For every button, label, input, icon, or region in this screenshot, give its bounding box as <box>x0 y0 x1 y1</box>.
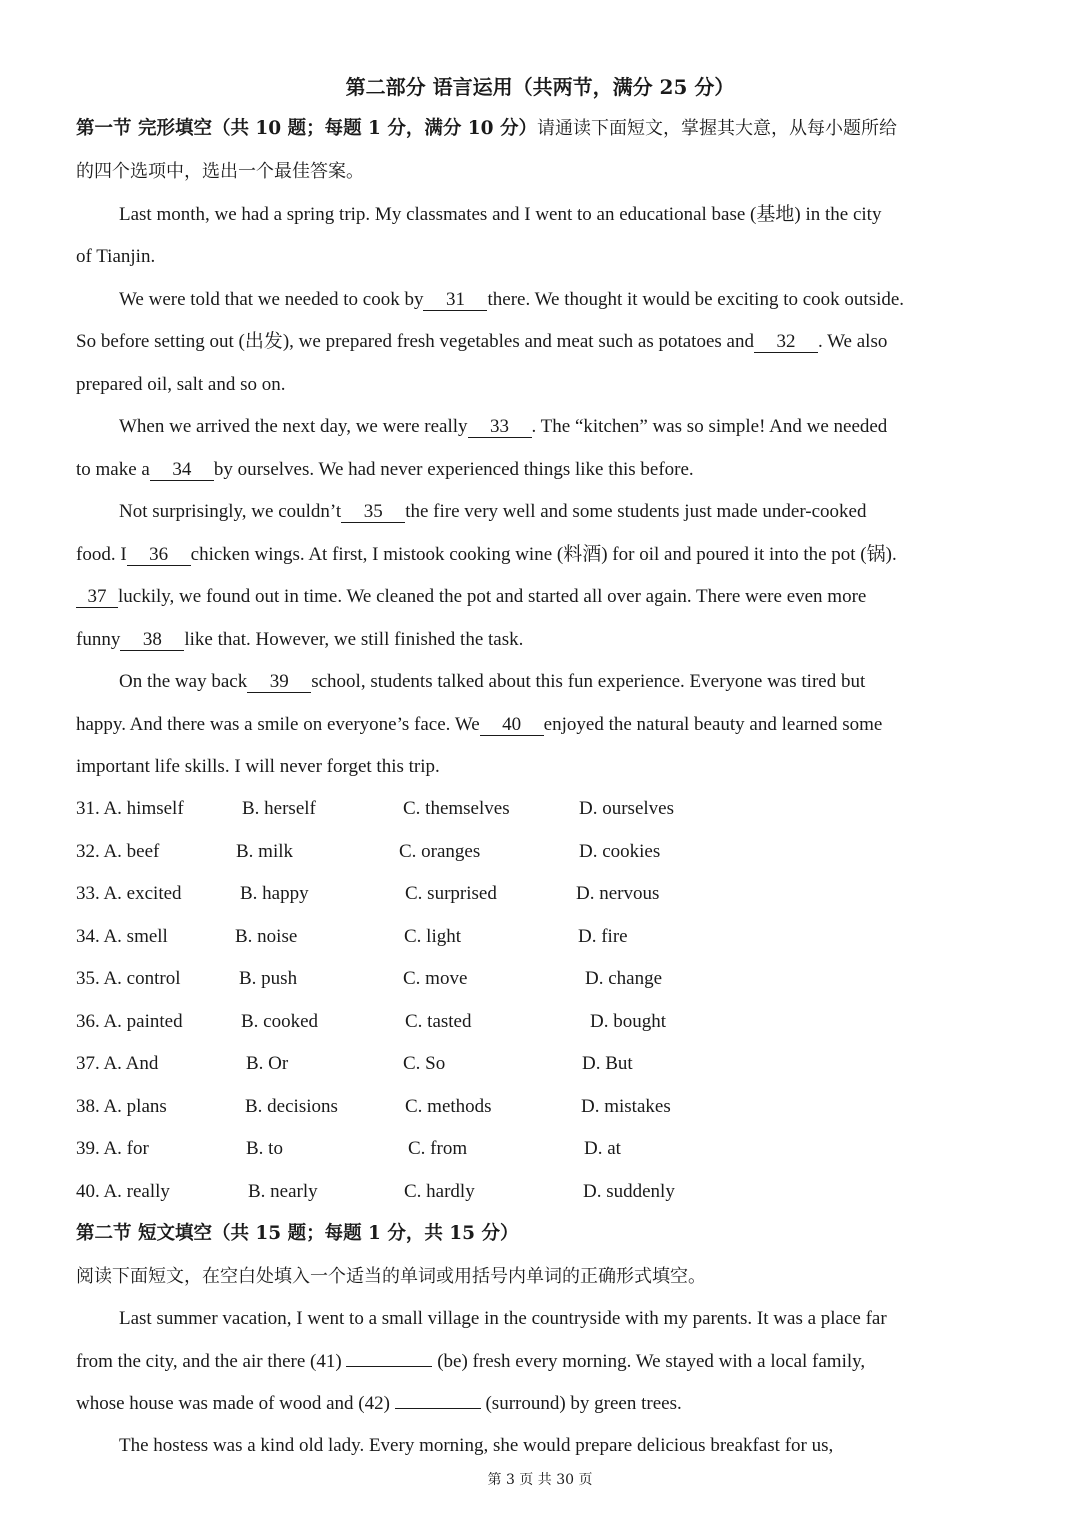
text: to make a <box>76 459 150 480</box>
passage1-line: Last month, we had a spring trip. My classmates and I went to an educational base (基地) in the city <box>119 204 882 225</box>
option-d: D. bought <box>590 1011 666 1032</box>
option-d: D. suddenly <box>583 1181 675 1202</box>
option-b: B. push <box>239 968 298 989</box>
text: So before setting out (出发), we prepared fresh vegetables and meat such as potatoes and <box>76 331 754 352</box>
option-row <box>76 797 776 821</box>
text: When we arrived the next day, we were really <box>119 416 468 437</box>
text: luckily, we found out in time. We cleaned the pot and started all over again. There were even more <box>118 586 867 607</box>
passage2-line <box>76 1350 1016 1374</box>
section2-instruction: 阅读下面短文，在空白处填入一个适当的单词或用括号内单词的正确形式填空。 <box>76 1266 706 1287</box>
option-a: 37. A. And <box>76 1053 159 1074</box>
passage1-line: prepared oil, salt and so on. <box>76 374 286 395</box>
passage1-line <box>76 330 1016 354</box>
option-b: B. happy <box>240 883 309 904</box>
option-b: B. noise <box>235 926 298 947</box>
option-row <box>76 967 776 991</box>
blank-36: 36 <box>127 544 191 566</box>
text: happy. And there was a smile on everyone’s face. We <box>76 714 480 735</box>
option-b: B. nearly <box>248 1181 318 1202</box>
text: by ourselves. We had never experienced things like this before. <box>213 459 694 480</box>
text: We were told that we needed to cook by <box>119 289 424 310</box>
blank-40: 40 <box>480 714 544 736</box>
text: school, students talked about this fun experience. Everyone was tired but <box>311 671 866 692</box>
option-d: D. mistakes <box>581 1096 671 1117</box>
blank-35: 35 <box>341 501 405 523</box>
blank-37: 37 <box>76 586 118 608</box>
option-c: C. So <box>403 1053 446 1074</box>
passage1-line <box>119 415 1016 439</box>
text: funny <box>76 629 121 650</box>
option-d: D. change <box>585 968 663 989</box>
passage1-line <box>76 585 1016 609</box>
option-a: 32. A. beef <box>76 841 160 862</box>
text: from the city, and the air there (41) <box>76 1351 342 1372</box>
option-a: 38. A. plans <box>76 1096 167 1117</box>
option-d: D. cookies <box>579 841 661 862</box>
blank-33: 33 <box>468 416 532 438</box>
passage1-line <box>119 500 1016 524</box>
section1-header <box>76 117 1016 141</box>
text: the fire very well and some students just made under-cooked <box>405 501 867 522</box>
option-b: B. to <box>246 1138 283 1159</box>
passage2-line: The hostess was a kind old lady. Every morning, she would prepare delicious breakfast for us, <box>119 1435 834 1456</box>
option-row <box>76 1052 776 1076</box>
blank-38: 38 <box>120 629 184 651</box>
passage1-line <box>76 458 1016 482</box>
blank-34: 34 <box>150 459 214 481</box>
passage1-line <box>76 543 1016 567</box>
option-b: B. cooked <box>241 1011 319 1032</box>
option-c: C. hardly <box>404 1181 475 1202</box>
option-a: 40. A. really <box>76 1181 170 1202</box>
text: (be) fresh every morning. We stayed with a local family, <box>437 1351 866 1372</box>
option-c: C. from <box>408 1138 468 1159</box>
part-heading: 第二部分 语言运用（共两节，满分 25 分） <box>345 75 735 99</box>
option-row <box>76 1095 776 1119</box>
section1-instruction: 请通读下面短文，掌握其大意，从每小题所给 <box>536 118 897 139</box>
passage2-line <box>76 1392 1016 1416</box>
option-row <box>76 1180 776 1204</box>
text: there. We thought it would be exciting to cook outside. <box>487 289 905 310</box>
option-a: 39. A. for <box>76 1138 149 1159</box>
text: Not surprisingly, we couldn’t <box>119 501 342 522</box>
option-c: C. themselves <box>403 798 510 819</box>
option-a: 33. A. excited <box>76 883 182 904</box>
option-c: C. methods <box>405 1096 492 1117</box>
blank-42 <box>395 1408 481 1409</box>
text: On the way back <box>119 671 248 692</box>
option-row <box>76 925 776 949</box>
option-b: B. herself <box>242 798 316 819</box>
option-row <box>76 882 776 906</box>
passage1-line <box>119 670 1016 694</box>
option-c: C. light <box>404 926 462 947</box>
option-b: B. Or <box>246 1053 289 1074</box>
text: like that. However, we still finished the task. <box>184 629 524 650</box>
option-c: C. oranges <box>399 841 481 862</box>
passage1-line: important life skills. I will never forget this trip. <box>76 756 440 777</box>
option-d: D. fire <box>578 926 628 947</box>
section1-instruction-cont: 的四个选项中，选出一个最佳答案。 <box>76 161 364 182</box>
text: . We also <box>817 331 888 352</box>
option-a: 34. A. smell <box>76 926 168 947</box>
option-c: C. tasted <box>405 1011 472 1032</box>
text: . The “kitchen” was so simple! And we needed <box>531 416 888 437</box>
option-d: D. nervous <box>576 883 660 904</box>
page-footer: 第 3 页 共 30 页 <box>487 1472 593 1488</box>
text: whose house was made of wood and (42) <box>76 1393 390 1414</box>
option-b: B. decisions <box>245 1096 338 1117</box>
option-a: 35. A. control <box>76 968 181 989</box>
text: (surround) by green trees. <box>485 1393 682 1414</box>
section1-title: 第一节 完形填空（共 10 题；每题 1 分，满分 10 分） <box>76 118 537 139</box>
text: enjoyed the natural beauty and learned some <box>543 714 883 735</box>
text: food. I <box>76 544 127 565</box>
passage1-line <box>76 713 1016 737</box>
option-row <box>76 1137 776 1161</box>
option-a: 36. A. painted <box>76 1011 183 1032</box>
section2-header <box>76 1222 1016 1246</box>
option-d: D. at <box>584 1138 621 1159</box>
blank-41 <box>346 1366 432 1367</box>
passage1-line: of Tianjin. <box>76 246 156 267</box>
blank-31: 31 <box>423 289 487 311</box>
passage2-line: Last summer vacation, I went to a small village in the countryside with my parents. It was a place far <box>119 1308 887 1329</box>
section2-title: 第二节 短文填空（共 15 题；每题 1 分，共 15 分） <box>76 1223 519 1244</box>
option-c: C. move <box>403 968 468 989</box>
option-row <box>76 1010 776 1034</box>
option-b: B. milk <box>236 841 294 862</box>
option-row <box>76 840 776 864</box>
blank-32: 32 <box>754 331 818 353</box>
text: chicken wings. At first, I mistook cooking wine (料酒) for oil and poured it into the pot (锅). <box>190 544 897 565</box>
option-a: 31. A. himself <box>76 798 184 819</box>
passage1-line <box>76 628 1016 652</box>
option-c: C. surprised <box>405 883 497 904</box>
option-d: D. ourselves <box>579 798 674 819</box>
option-d: D. But <box>582 1053 633 1074</box>
blank-39: 39 <box>247 671 311 693</box>
passage1-line <box>119 288 1016 312</box>
